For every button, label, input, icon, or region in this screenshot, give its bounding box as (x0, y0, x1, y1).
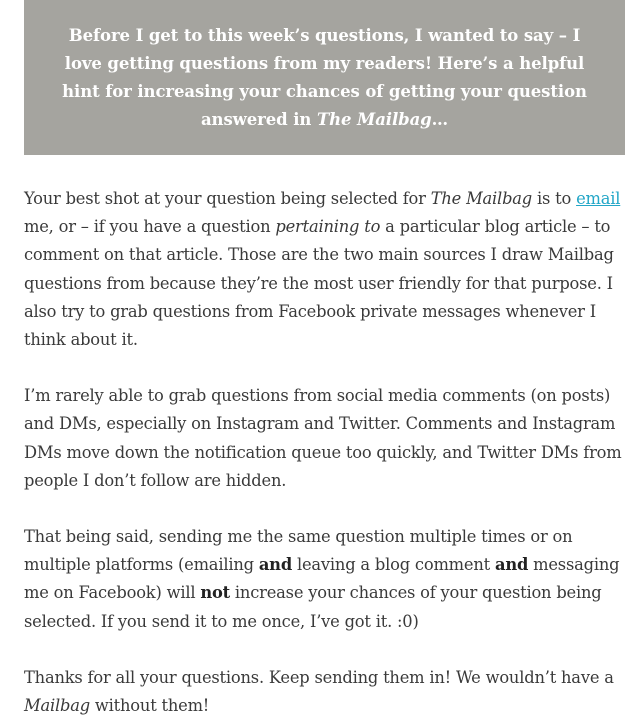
paragraph-social-media (24, 382, 628, 495)
emphasis-text: pertaining to (275, 217, 381, 237)
callout-mailbag-title: The Mailbag (316, 110, 432, 129)
paragraph-text: a particular blog article – to comment on that article. Those are the two main sources I draw Mailbag questions from because they’re the most user friendly for that purpose. I also try to grab questions from Facebook private messages whenever I think about it. (24, 217, 614, 350)
mailbag-title: The Mailbag (430, 189, 533, 208)
paragraph-text: leaving a blog comment (292, 555, 495, 575)
paragraph-text: is to (532, 189, 577, 208)
mailbag-title: Mailbag (24, 696, 90, 716)
paragraph-text: Thanks for all your questions. Keep sending them in! We wouldn’t have a (24, 667, 614, 687)
intro-callout-box (24, 0, 625, 155)
email-link[interactable]: email (576, 189, 621, 208)
callout-text: Before I get to this week’s questions, I wanted to say – I love getting questions from my readers! Here’s a helpful hint for increasing your chances of getting your question answered in (62, 26, 587, 129)
paragraph-text: without them! (89, 696, 210, 716)
paragraph-text: messaging me on Facebook) will (24, 555, 620, 603)
bold-text: not (200, 583, 230, 603)
callout-ellipsis: … (431, 110, 449, 129)
paragraph-text: Your best shot at your question being selected for (24, 189, 431, 208)
paragraph-best-shot (24, 185, 628, 354)
paragraph-text: increase your chances of your question being selected. If you send it to me once, I’ve got it. :0) (24, 583, 602, 631)
article-body (24, 185, 628, 723)
bold-text: and (258, 555, 292, 575)
bold-text: and (494, 555, 529, 575)
paragraph-duplicates (24, 523, 628, 636)
paragraph-thanks (24, 664, 628, 720)
paragraph-text: That being said, sending me the same question multiple times or on multiple platforms (emailing (24, 527, 573, 575)
paragraph-text: I’m rarely able to grab questions from social media comments (on posts) and DMs, especially on Instagram and Twitter. Comments and Instagram DMs move down the notification queue too quickly, and Twitter DMs from people I don’t follow are hidden. (24, 386, 622, 490)
paragraph-text: me, or – if you have a question (24, 217, 276, 237)
